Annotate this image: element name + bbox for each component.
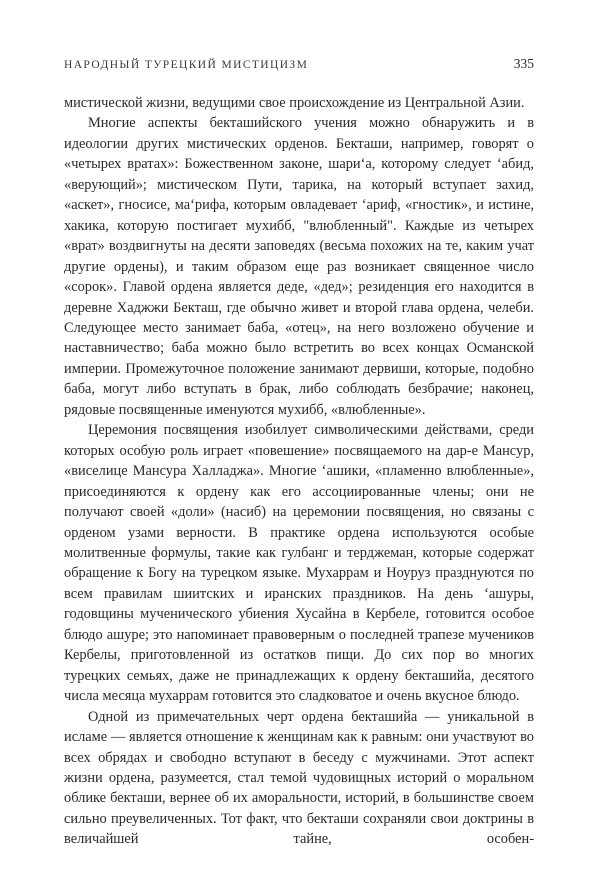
- paragraph-1: мистической жизни, ведущими свое происхождение из Центральной Азии.: [64, 95, 525, 111]
- paragraph-3: Церемония посвящения изобилует символическими действами, среди которых особую роль играет «повешение» посвящаемого на дар-е Мансур, «виселице Мансура Халладжа». Многие ‘ашики, «пламенно влюбленные», присоединяются к ордену как его ассоциированные члены; они не получают своей «доли» (насиб) на церемонии посвящения, но связаны с орденом узами верности. В практике ордена используются особые молитвенные формулы, такие как гулбанг и терджеман, которые содержат обращение к Богу на турецком языке. Мухаррам и Ноуруз празднуются по всем правилам шиитских и иранских праздников. На день ‘ашуры, годовщины мученического убиения Хусайна в Кербеле, готовится особое блюдо ашуре; это напоминает правоверным о последней трапезе мучеников Кербелы, приготовленной из остатков пищи. До сих пор во многих турецких семьях, даже не принадлежащих к ордену бекташийа, десятого числа месяца мухаррам готовится это сладковатое и очень вкусное блюдо.: [64, 422, 534, 705]
- paragraph-4: Одной из примечательных черт ордена бекташийа — уникальной в исламе — является отношение к женщинам как к равным: они участвуют во всех обрядах и свободно вступают в беседу с мужчинами. Этот аспект жизни ордена, разумеется, стал темой чудовищных историй о моральном облике бекташи, вернее об их аморальности, историй, в большинстве своем сильно преувеличенных. Тот факт, что бекташи сохраняли свои доктрины в величайшей тайне, особен-: [64, 708, 534, 848]
- page-number: 335: [513, 56, 534, 71]
- running-header: [64, 56, 534, 72]
- paragraph-2: Многие аспекты бекташийского учения можно обнаружить и в идеологии других мистических орденов. Бекташи, например, говорят о «четырех вратах»: Божественном законе, шари‘а, которому следует ‘абид, «верующий»; мистическом Пути, тарика, на который вступает захид, «аскет», гносисе, ма‘рифа, которым овладевает ‘ариф, «гностик», и истине, хакика, которую постигает мухибб, "влюбленный". Каждые из четырех «врат» воздвигнуты на десяти заповедях (весьма похожих на те, каким учат другие ордены), и таким образом еще раз возникает священное число «сорок». Главой ордена является деде, «дед»; резиденция его находится в деревне Хаджжи Бекташ, где обычно живет и второй глава ордена, челеби. Следующее место занимает баба, «отец», на него возложено обучение и наставничество; баба можно было встретить во всех концах Османской империи. Промежуточное положение занимают дервиши, которые, подобно баба, могут либо вступать в брак, либо соблюдать безбрачие; наконец, рядовые посвященные именуются мухибб, «влюбленные».: [64, 115, 534, 418]
- running-title: НАРОДНЫЙ ТУРЕЦКИЙ МИСТИЦИЗМ: [64, 59, 309, 71]
- body-text: [64, 93, 534, 850]
